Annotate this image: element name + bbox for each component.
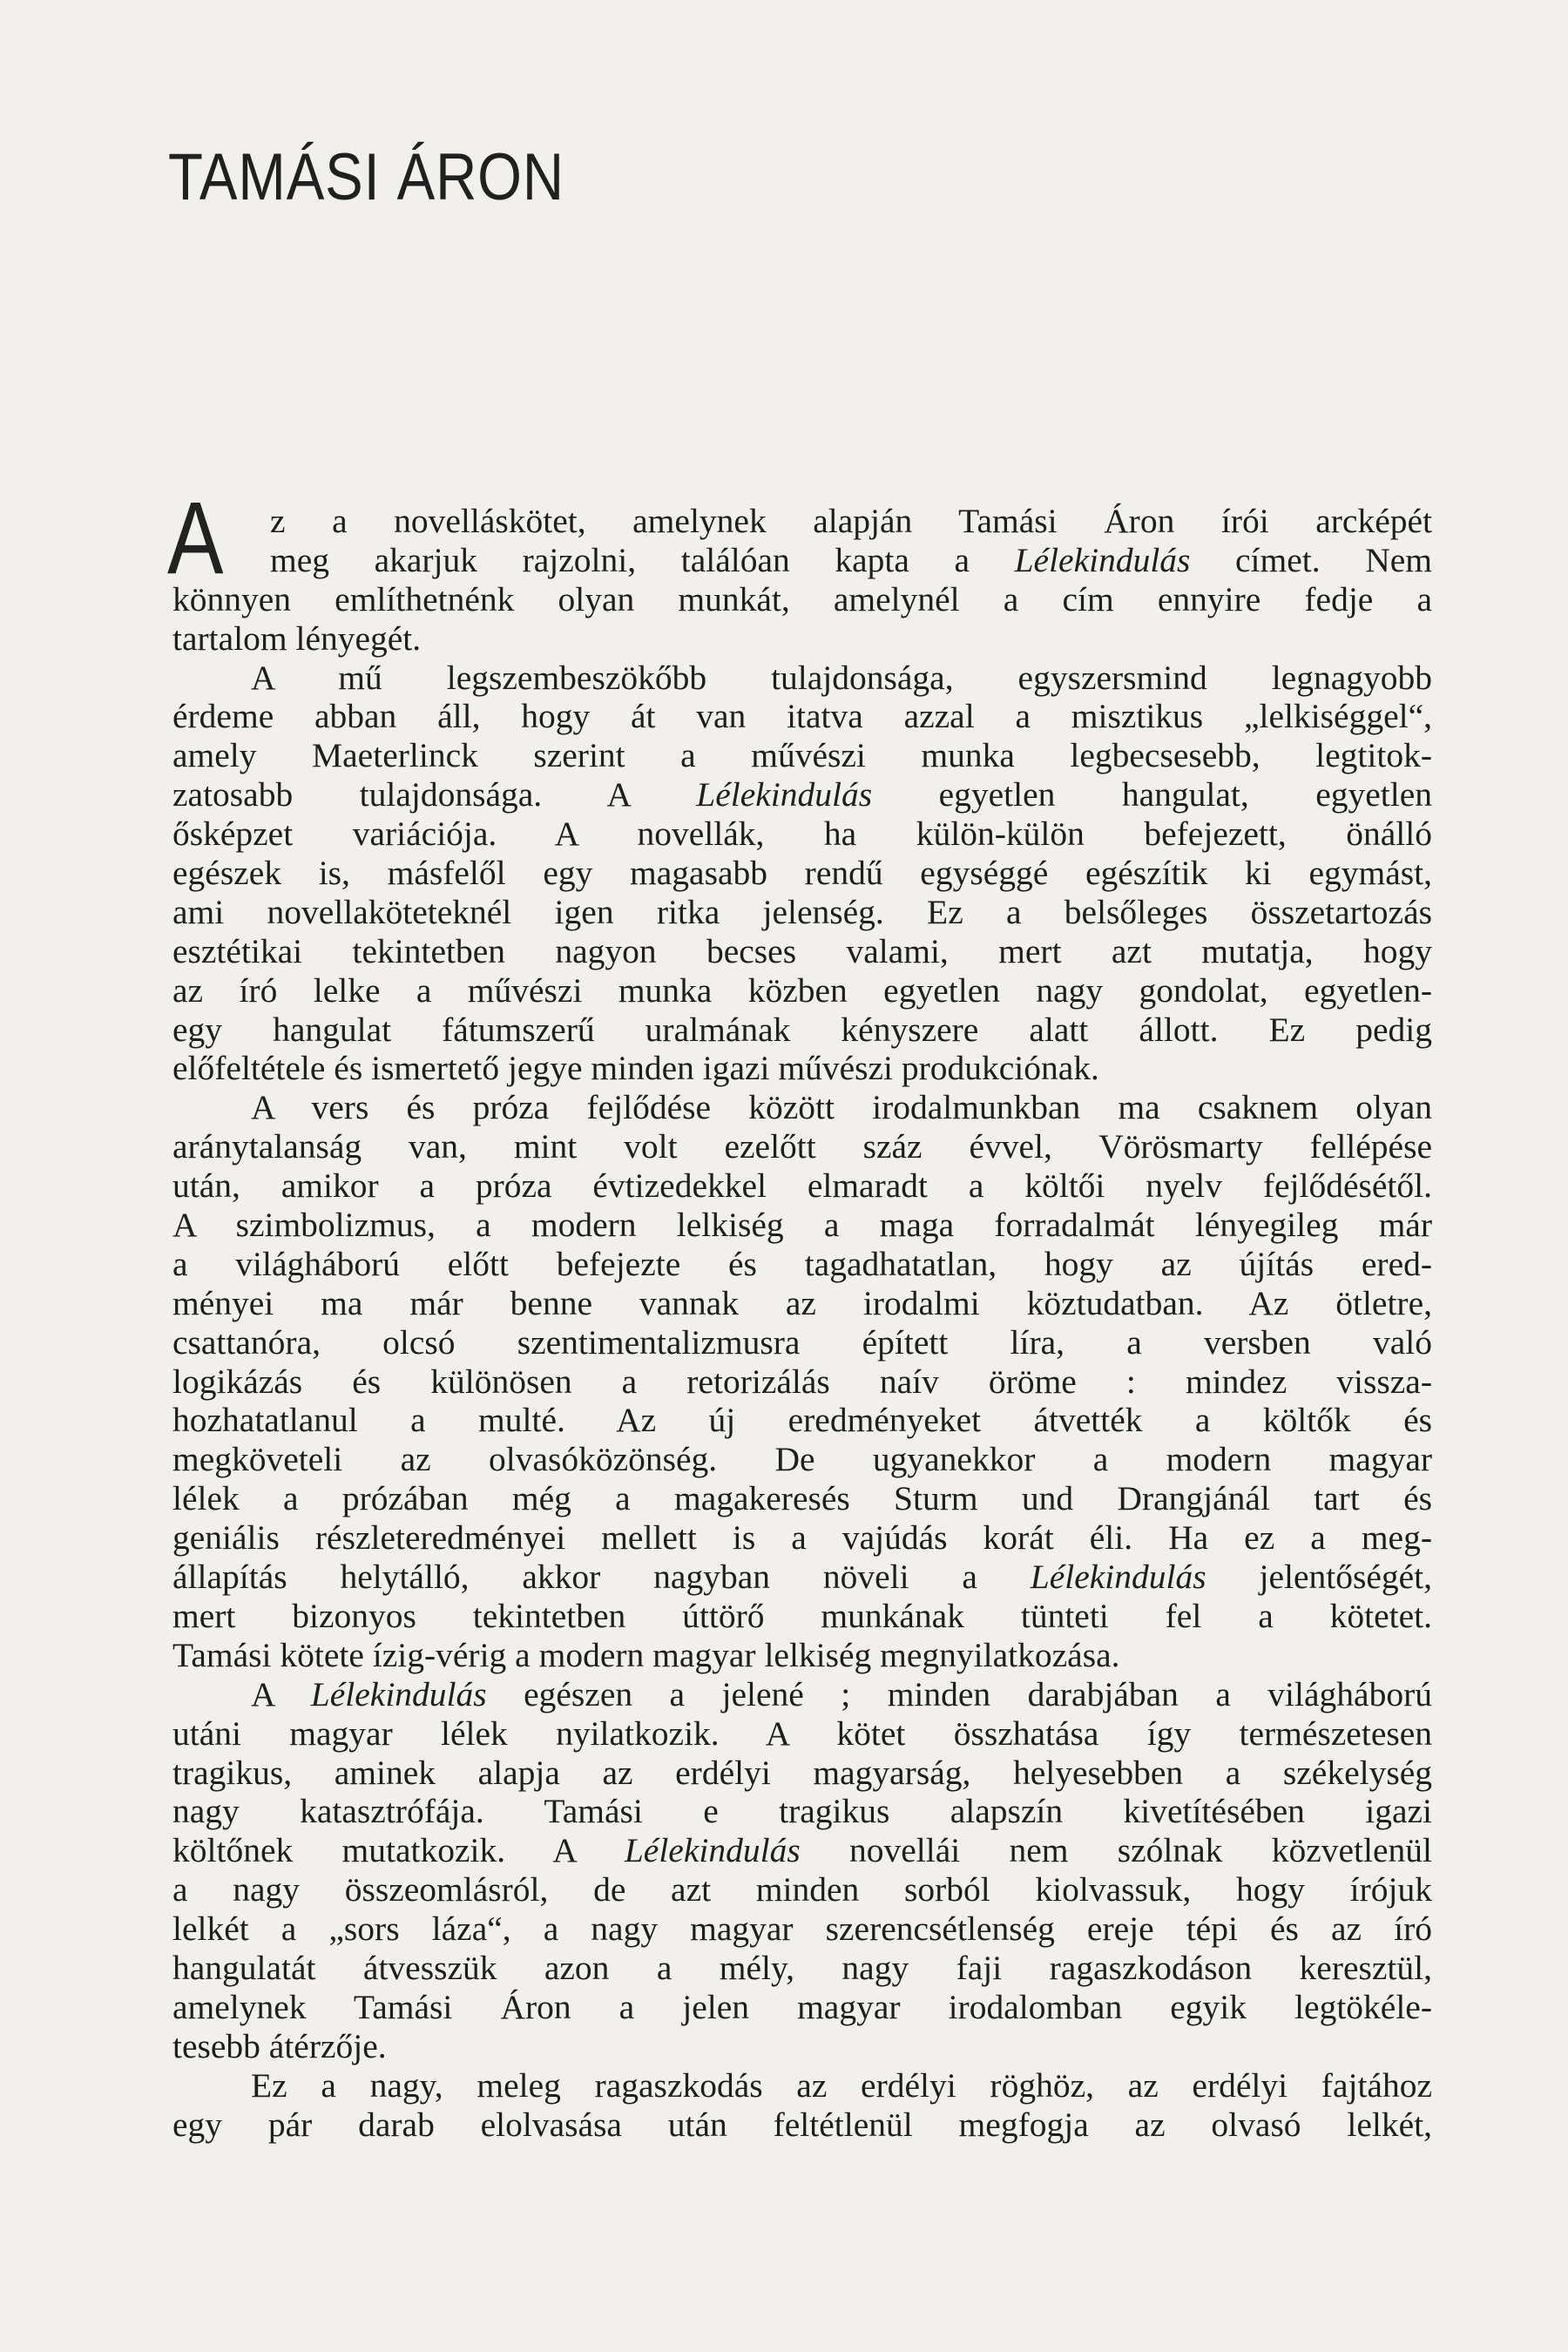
text-line: a nagy összeomlásról, de azt minden sorból kiolvassuk, hogy írójuk: [172, 1870, 1432, 1909]
text-line: esztétikai tekintetben nagyon becses valami, mert azt mutatja, hogy: [172, 931, 1432, 970]
text-line: amely Maeterlinck szerint a művészi munka legbecsesebb, legtitok-: [172, 736, 1432, 775]
text-line: aránytalanság van, mint volt ezelőtt száz évvel, Vörösmarty fellépése: [172, 1127, 1432, 1166]
text-line: z a novelláskötet, amelynek alapján Tamási Áron írói arcképét: [270, 502, 1432, 540]
text-line: tesebb átérzője.: [172, 2026, 387, 2065]
text-line: könnyen említhetnénk olyan munkát, amelynél a cím ennyire fedje a: [172, 579, 1432, 618]
page-title: TAMÁSI ÁRON: [168, 140, 564, 214]
text-line: megköveteli az olvasóközönség. De ugyanekkor a modern magyar: [172, 1440, 1432, 1479]
text-line: geniális részleteredményei mellett is a vajúdás korát éli. Ha ez a meg-: [172, 1518, 1432, 1558]
text-line: egy hangulat fátumszerű uralmának kényszere alatt állott. Ez pedig: [172, 1010, 1432, 1049]
text-line: ményei ma már benne vannak az irodalmi köztudatban. Az ötletre,: [172, 1283, 1432, 1322]
text-line: A Lélekindulás egészen a jelené ; minden darabjában a világháború: [251, 1674, 1432, 1713]
text-line: költőnek mutatkozik. A Lélekindulás novellái nem szólnak közvetlenül: [172, 1831, 1432, 1870]
text-line: csattanóra, olcsó szentimentalizmusra épített líra, a versben való: [172, 1322, 1432, 1362]
text-line: mert bizonyos tekintetben úttörő munkának tünteti fel a kötetet.: [172, 1596, 1432, 1635]
text-line: lélek a prózában még a magakeresés Sturm und Drangjánál tart és: [172, 1479, 1432, 1518]
text-line: hozhatatlanul a multé. Az új eredményeket átvették a költők és: [172, 1401, 1432, 1440]
article-body: [167, 481, 1432, 2144]
text-line: A szimbolizmus, a modern lelkiség a maga forradalmát lényegileg már: [172, 1206, 1432, 1245]
text-line: A mű legszembeszökőbb tulajdonsága, egyszersmind legnagyobb: [251, 658, 1432, 697]
text-line: tartalom lényegét.: [172, 618, 422, 658]
text-line: nagy katasztrófája. Tamási e tragikus alapszín kivetítésében igazi: [172, 1792, 1432, 1831]
text-line: ami novellaköteteknél igen ritka jelenség. Ez a belsőleges összetartozás: [172, 892, 1432, 931]
text-line: a világháború előtt befejezte és tagadhatatlan, hogy az újítás ered-: [172, 1244, 1432, 1283]
text-line: az író lelke a művészi munka közben egyetlen nagy gondolat, egyetlen-: [172, 970, 1432, 1010]
text-line: lelkét a „sors láza“, a nagy magyar szerencsétlenség ereje tépi és az író: [172, 1909, 1432, 1949]
text-line: Tamási kötete ízig-vérig a modern magyar lelkiség megnyilatkozása.: [172, 1635, 1120, 1674]
text-line: meg akarjuk rajzolni, találóan kapta a Lélekindulás címet. Nem: [270, 540, 1432, 579]
text-line: hangulatát átvesszük azon a mély, nagy faji ragaszkodáson keresztül,: [172, 1948, 1432, 1987]
text-line: érdeme abban áll, hogy át van itatva azzal a misztikus „lelkiséggel“,: [172, 697, 1432, 736]
text-line: után, amikor a próza évtizedekkel elmaradt a költői nyelv fejlődésétől.: [172, 1166, 1432, 1206]
text-line: Ez a nagy, meleg ragaszkodás az erdélyi röghöz, az erdélyi fajtához: [251, 2065, 1432, 2105]
text-line: előfeltétele és ismertető jegye minden igazi művészi produkciónak.: [172, 1049, 1099, 1088]
text-line: A vers és próza fejlődése között irodalmunkban ma csaknem olyan: [251, 1088, 1432, 1127]
text-line: állapítás helytálló, akkor nagyban növeli a Lélekindulás jelentőségét,: [172, 1558, 1432, 1597]
text-line: logikázás és különösen a retorizálás naív öröme : mindez vissza-: [172, 1362, 1432, 1401]
text-line: utáni magyar lélek nyilatkozik. A kötet összhatása így természetesen: [172, 1713, 1432, 1753]
text-line: amelynek Tamási Áron a jelen magyar irodalomban egyik legtökéle-: [172, 1987, 1432, 2026]
text-line: zatosabb tulajdonsága. A Lélekindulás egyetlen hangulat, egyetlen: [172, 775, 1432, 814]
text-line: egészek is, másfelől egy magasabb rendű egységgé egészítik ki egymást,: [172, 854, 1432, 893]
text-line: egy pár darab elolvasása után feltétlenül megfogja az olvasó lelkét,: [172, 2105, 1432, 2144]
text-line: ősképzet variációja. A novellák, ha külön-külön befejezett, önálló: [172, 814, 1432, 854]
drop-cap: A: [167, 481, 224, 596]
text-line: tragikus, aminek alapja az erdélyi magyarság, helyesebben a székelység: [172, 1753, 1432, 1792]
